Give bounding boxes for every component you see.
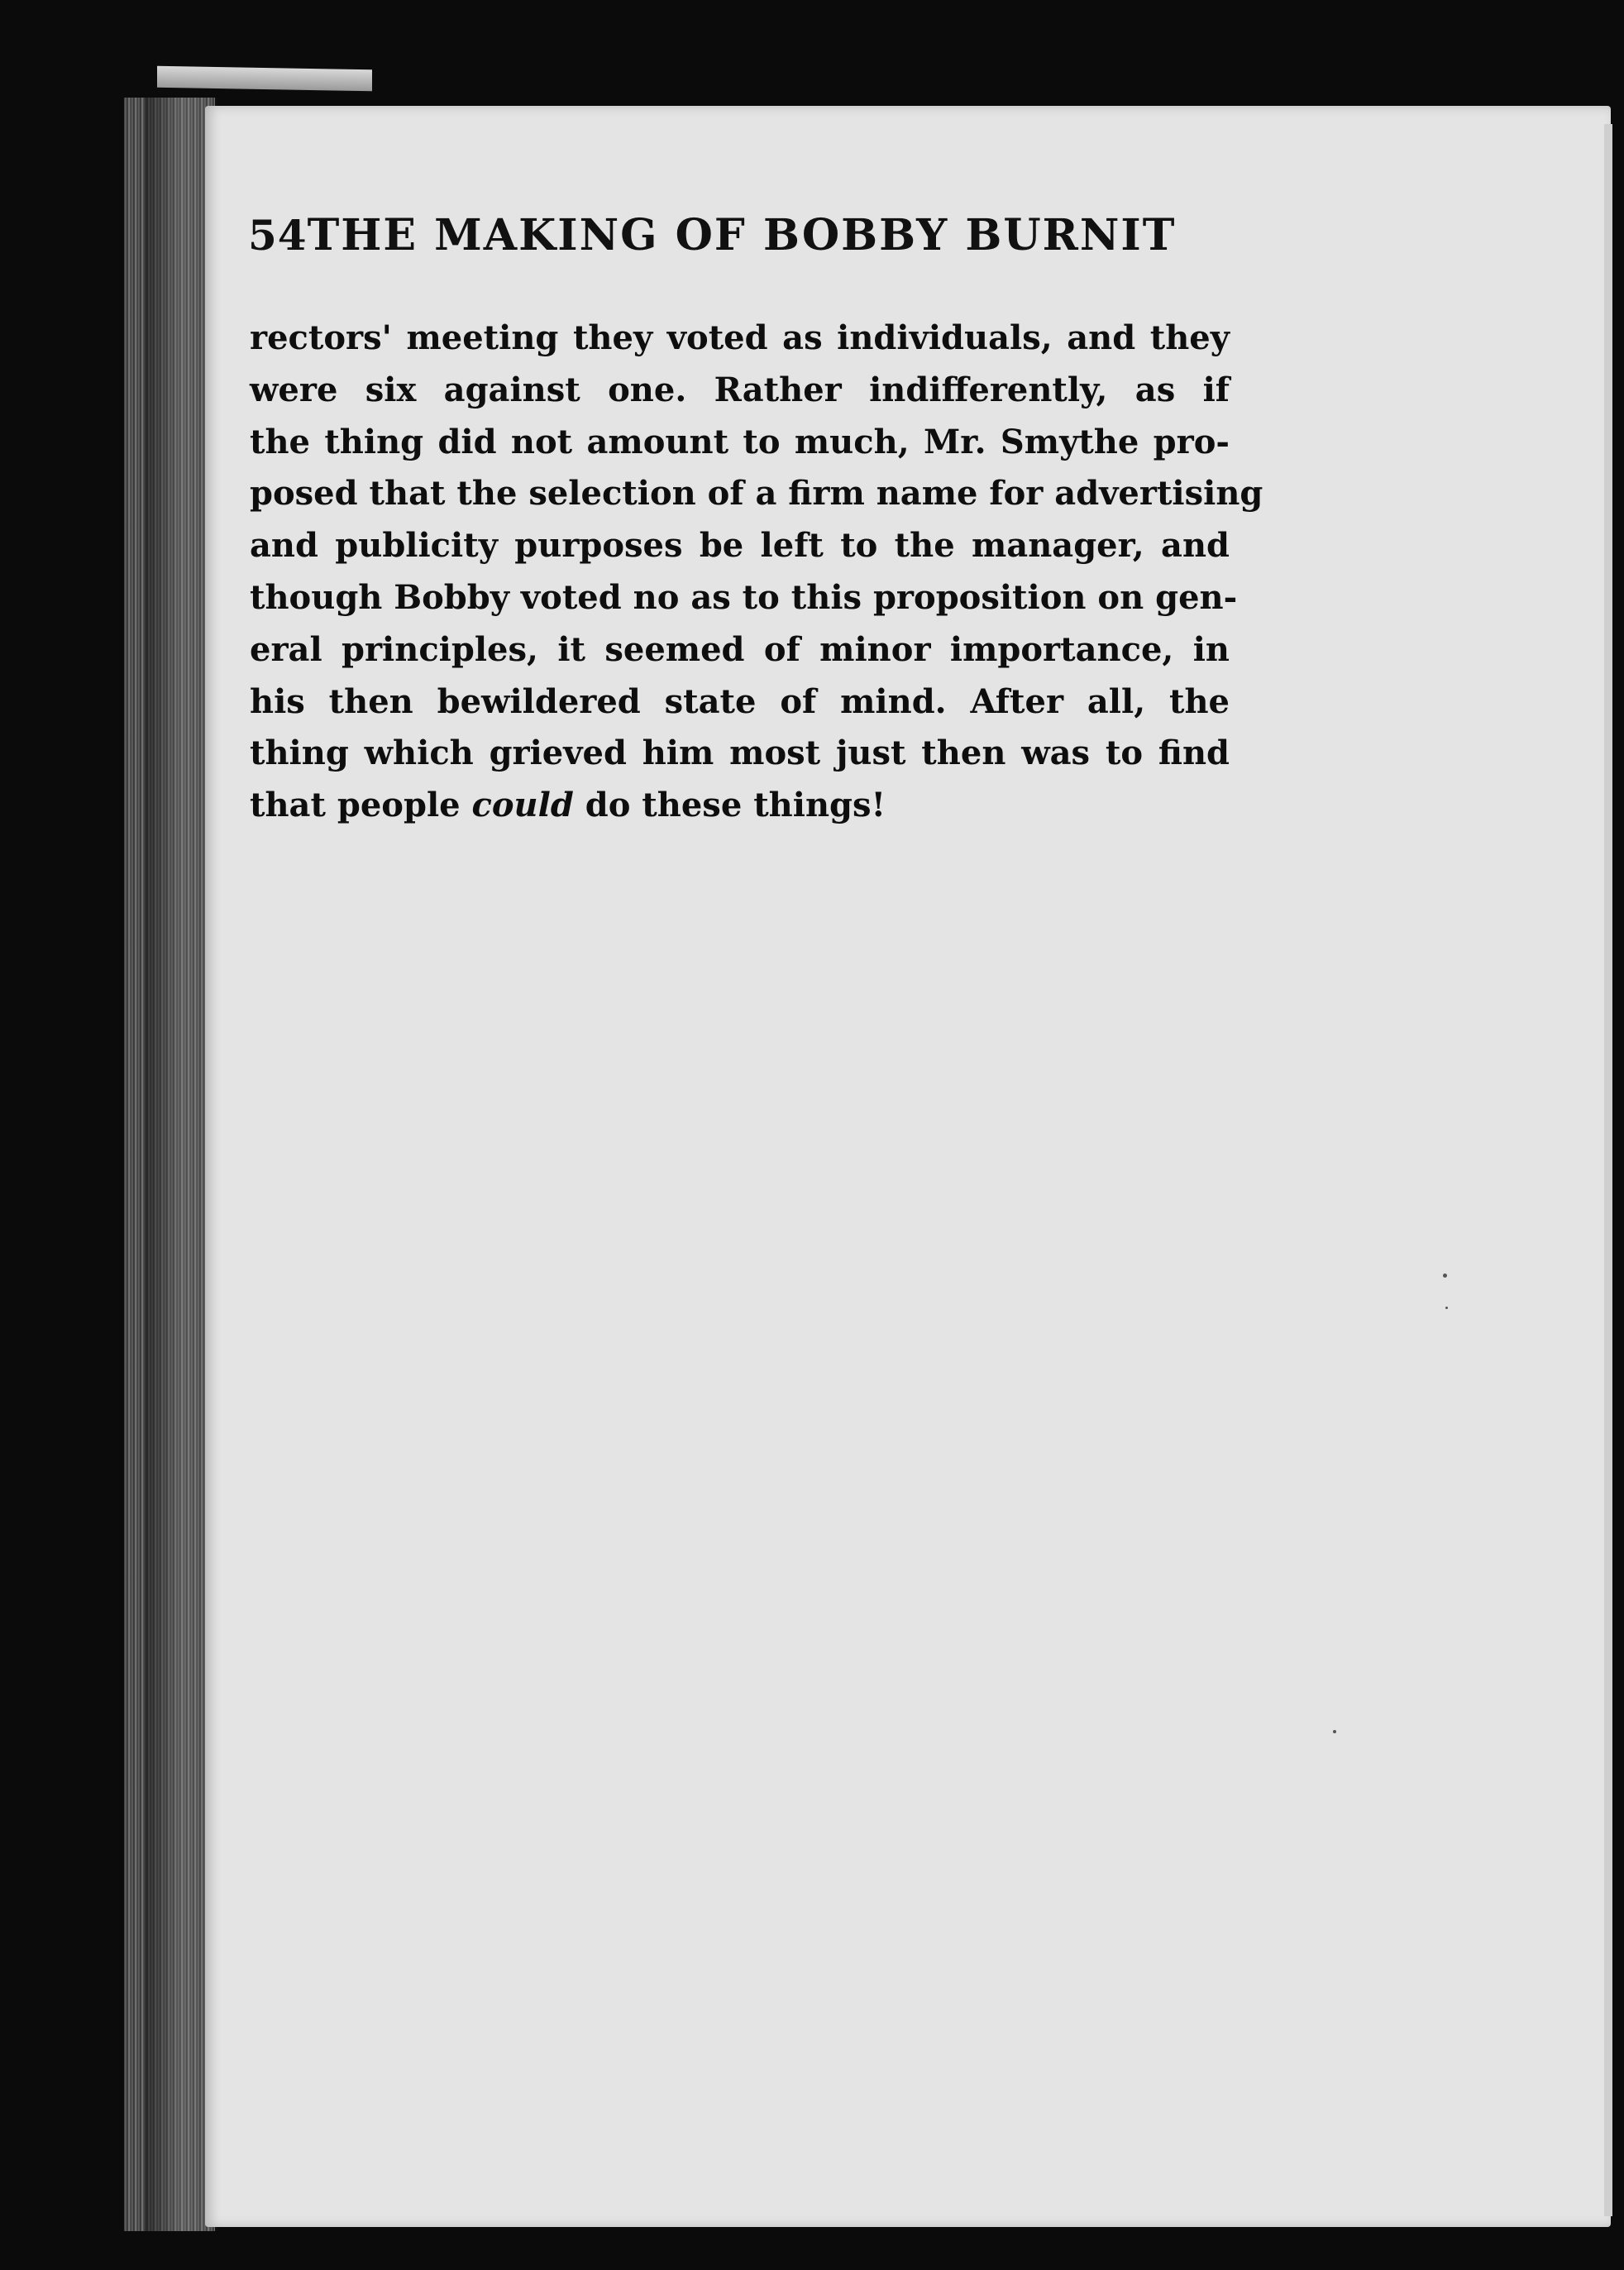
paper-speck <box>1333 1730 1336 1733</box>
text-line: and publicity purposes be left to the manager, and <box>250 526 1230 566</box>
text-run: do these things! <box>573 786 886 825</box>
text-line: eral principles, it seemed of minor importance, in <box>250 629 1230 669</box>
body-paragraph <box>250 313 1263 832</box>
running-head <box>248 210 1177 260</box>
text-line: rectors' meeting they voted as individuals, and they <box>250 318 1230 357</box>
paper-speck <box>1445 1307 1448 1309</box>
text-line: his then bewildered state of mind. After all, the <box>250 681 1230 721</box>
text-line: thing which grieved him most just then was to find <box>250 734 1230 773</box>
spine-top-edge <box>157 66 372 92</box>
emphasized-word: could <box>471 786 574 825</box>
paper-speck <box>1443 1274 1447 1278</box>
text-line: were six against one. Rather indifferently, as if <box>250 370 1230 409</box>
text-run: that people <box>250 786 472 825</box>
text-line: though Bobby voted no as to this proposition on gen- <box>250 577 1238 617</box>
text-line: the thing did not amount to much, Mr. Smythe pro- <box>250 422 1230 461</box>
text-line-last <box>250 780 1230 832</box>
page-right-edge <box>1604 124 1612 2216</box>
binding-shadow <box>145 98 219 2231</box>
page-number: 54 <box>248 211 308 260</box>
text-line: posed that the selection of a firm name for advertising <box>250 474 1263 514</box>
book-title: THE MAKING OF BOBBY BURNIT <box>307 210 1177 260</box>
